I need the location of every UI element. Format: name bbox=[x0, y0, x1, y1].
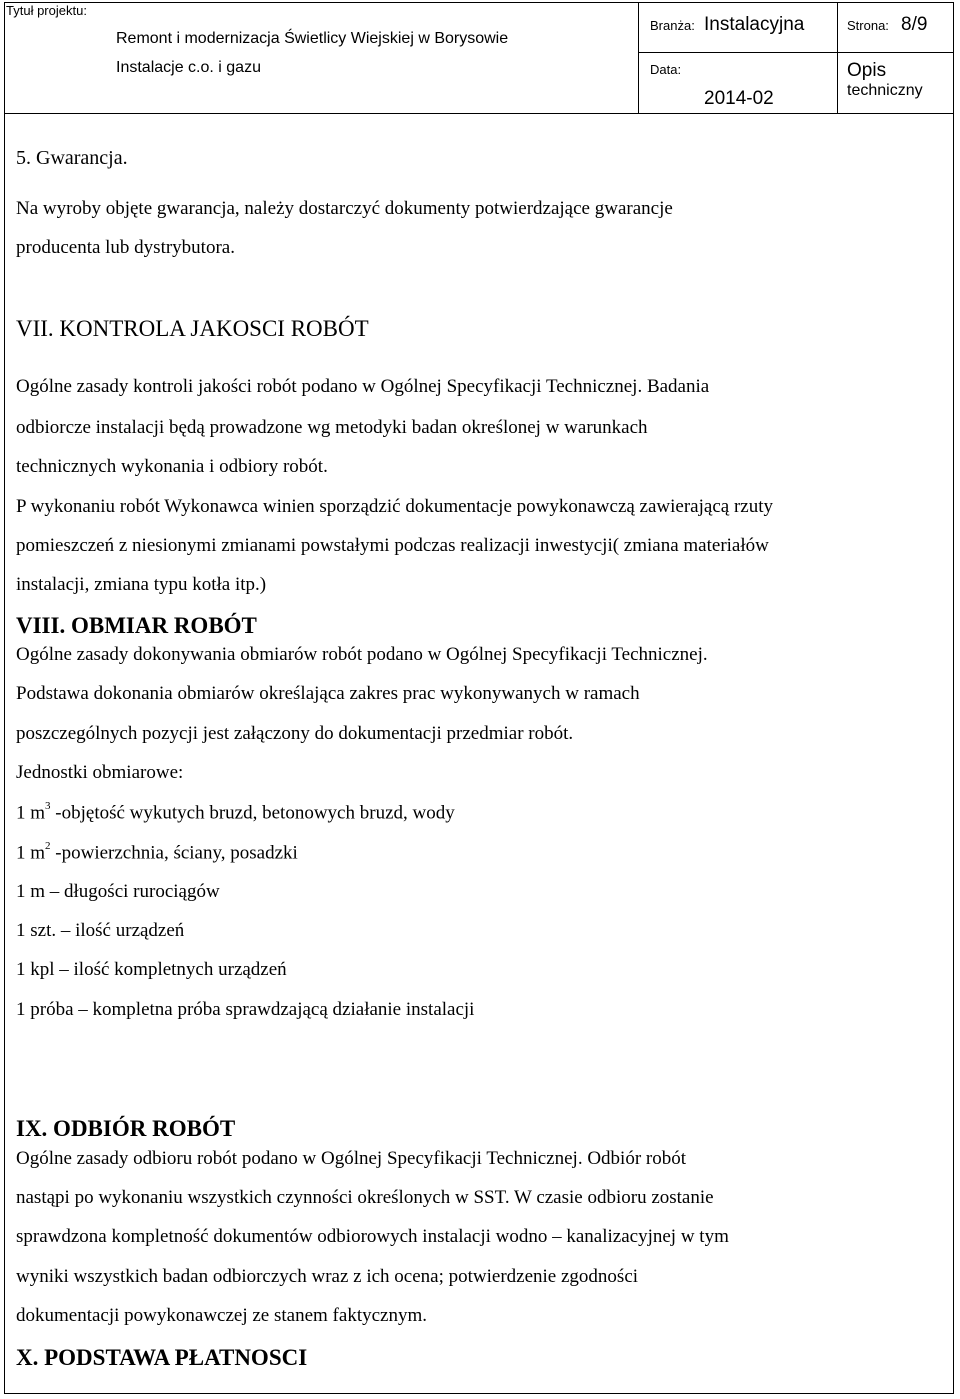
paragraph-line: sprawdzona kompletność dokumentów odbiorowych instalacji wodno – kanalizacyjnej w tym bbox=[16, 1226, 729, 1247]
paragraph-line: Ogólne zasady odbioru robót podano w Ogólnej Specyfikacji Technicznej. Odbiór robót bbox=[16, 1148, 687, 1169]
section-heading: VII. KONTROLA JAKOSCI ROBÓT bbox=[16, 316, 369, 341]
page-number: 8/9 bbox=[901, 14, 928, 35]
paragraph-line: Ogólne zasady kontroli jakości robót podano w Ogólnej Specyfikacji Technicznej. Badania bbox=[16, 376, 710, 397]
paragraph-line: instalacji, zmiana typu kotła itp.) bbox=[16, 574, 267, 595]
date-label: Data: bbox=[650, 62, 682, 77]
project-subtitle: Instalacje c.o. i gazu bbox=[116, 59, 261, 76]
paragraph-line: pomieszczeń z niesionymi zmianami powstałymi podczas realizacji inwestycji( zmiana materiałów bbox=[16, 535, 769, 556]
superscript: 3 bbox=[45, 800, 51, 812]
page-label: Strona: bbox=[847, 18, 889, 33]
unit-item: 1 $m^3$ -objętość wykutych bruzd, betonowych bruzd, wody bbox=[16, 800, 455, 824]
paragraph-line: poszczególnych pozycji jest załączony do dokumentacji przedmiar robót. bbox=[16, 723, 574, 744]
paragraph-line: wyniki wszystkich badan odbiorczych wraz z ich ocena; potwierdzenie zgodności bbox=[16, 1266, 639, 1287]
divider bbox=[638, 2, 639, 113]
unit-item: 1 m – długości rurociągów bbox=[16, 881, 220, 902]
title-block bbox=[4, 2, 954, 114]
section-heading: 5. Gwarancja. bbox=[16, 147, 128, 169]
project-label: Tytuł projektu: bbox=[6, 3, 87, 18]
divider bbox=[638, 52, 954, 53]
paragraph-line: nastąpi po wykonaniu wszystkich czynności określonych w SST. W czasie odbioru zostanie bbox=[16, 1187, 714, 1208]
section-heading: VIII. OBMIAR ROBÓT bbox=[16, 613, 257, 638]
paragraph-line: Podstawa dokonania obmiarów określająca zakres prac wykonywanych w ramach bbox=[16, 683, 640, 704]
paragraph-line: odbiorcze instalacji będą prowadzone wg metodyki badan określonej w warunkach bbox=[16, 417, 648, 438]
unit-item: 1 próba – kompletna próba sprawdzającą działanie instalacji bbox=[16, 999, 475, 1020]
section-heading: IX. ODBIÓR ROBÓT bbox=[16, 1116, 236, 1141]
section-heading: X. PODSTAWA PŁATNOSCI bbox=[16, 1345, 308, 1370]
paragraph-line: P wykonaniu robót Wykonawca winien sporządzić dokumentacje powykonawczą zawierającą rzuty bbox=[16, 496, 773, 517]
doc-type-line1: Opis bbox=[847, 60, 887, 81]
paragraph-line: producenta lub dystrybutora. bbox=[16, 237, 235, 258]
paragraph-line: Ogólne zasady dokonywania obmiarów robót podano w Ogólnej Specyfikacji Technicznej. bbox=[16, 644, 708, 665]
date-value: 2014-02 bbox=[704, 88, 774, 109]
paragraph-line: Na wyroby objęte gwarancja, należy dostarczyć dokumenty potwierdzające gwarancje bbox=[16, 198, 673, 219]
doc-type-line2: techniczny bbox=[847, 82, 923, 99]
paragraph-line: Jednostki obmiarowe: bbox=[16, 762, 184, 783]
paragraph-line: dokumentacji powykonawczej ze stanem faktycznym. bbox=[16, 1305, 427, 1326]
divider bbox=[837, 2, 838, 113]
paragraph-line: technicznych wykonania i odbiory robót. bbox=[16, 456, 328, 477]
unit-item: 1 szt. – ilość urządzeń bbox=[16, 920, 185, 941]
branch-label: Branża: bbox=[650, 18, 695, 33]
project-title: Remont i modernizacja Świetlicy Wiejskiej w Borysowie bbox=[116, 30, 509, 47]
branch-value: Instalacyjna bbox=[704, 14, 805, 35]
superscript: 2 bbox=[45, 840, 51, 852]
unit-item: 1 $m^2$ -powierzchnia, ściany, posadzki bbox=[16, 840, 298, 864]
unit-item: 1 kpl – ilość kompletnych urządzeń bbox=[16, 959, 287, 980]
